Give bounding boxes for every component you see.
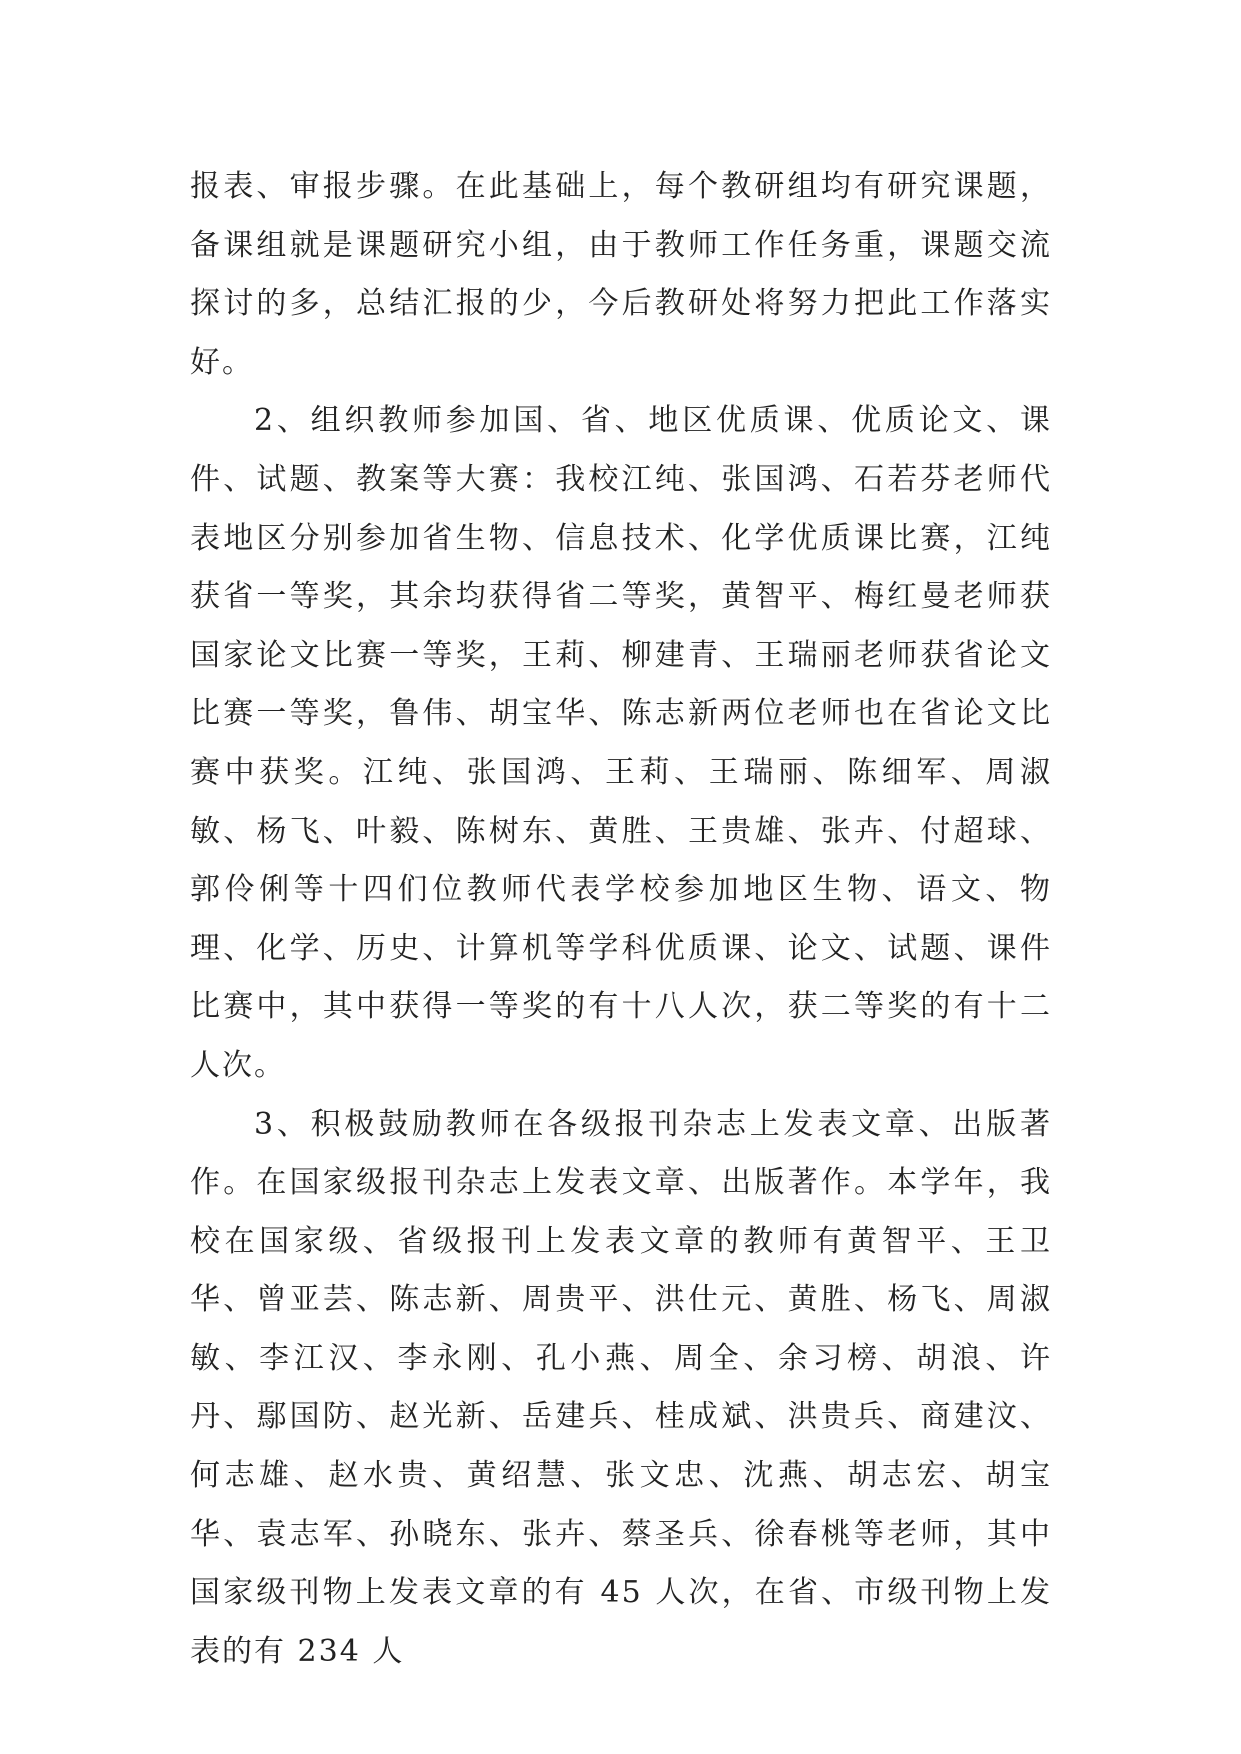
paragraph-item-3-publications: 3、积极鼓励教师在各级报刊杂志上发表文章、出版著作。在国家级报刊杂志上发表文章、出版著作。本学年，我校在国家级、省级报刊上发表文章的教师有黄智平、王卫华、曾亚芸、陈志新、周贵平、洪仕元、黄胜、杨飞、周淑敏、李江汉、李永刚、孔小燕、周全、余习榜、胡浪、许丹、鄢国防、赵光新、岳建兵、桂成斌、洪贵兵、商建汶、何志雄、赵水贵、黄绍慧、张文忠、沈燕、胡志宏、胡宝华、袁志军、孙晓东、张卉、蔡圣兵、徐春桃等老师，其中国家级刊物上发表文章的有 45 人次，在省、市级刊物上发表的有 234 人 — [190, 1106, 1052, 1669]
paragraph-item-2-competitions: 2、组织教师参加国、省、地区优质课、优质论文、课件、试题、教案等大赛：我校江纯、张国鸿、石若芬老师代表地区分别参加省生物、信息技术、化学优质课比赛，江纯获省一等奖，其余均获得省二等奖，黄智平、梅红曼老师获国家论文比赛一等奖，王莉、柳建青、王瑞丽老师获省论文比赛一等奖，鲁伟、胡宝华、陈志新两位老师也在省论文比赛中获奖。江纯、张国鸿、王莉、王瑞丽、陈细军、周淑敏、杨飞、叶毅、陈树东、黄胜、王贵雄、张卉、付超球、郭伶俐等十四们位教师代表学校参加地区生物、语文、物理、化学、历史、计算机等学科优质课、论文、试题、课件比赛中，其中获得一等奖的有十八人次，获二等奖的有十二人次。 — [190, 403, 1052, 1083]
paragraph-continuation: 报表、审报步骤。在此基础上，每个教研组均有研究课题，备课组就是课题研究小组，由于教师工作任务重，课题交流探讨的多，总结汇报的少，今后教研处将努力把此工作落实好。 — [190, 169, 1052, 380]
document-body — [190, 158, 1052, 1681]
